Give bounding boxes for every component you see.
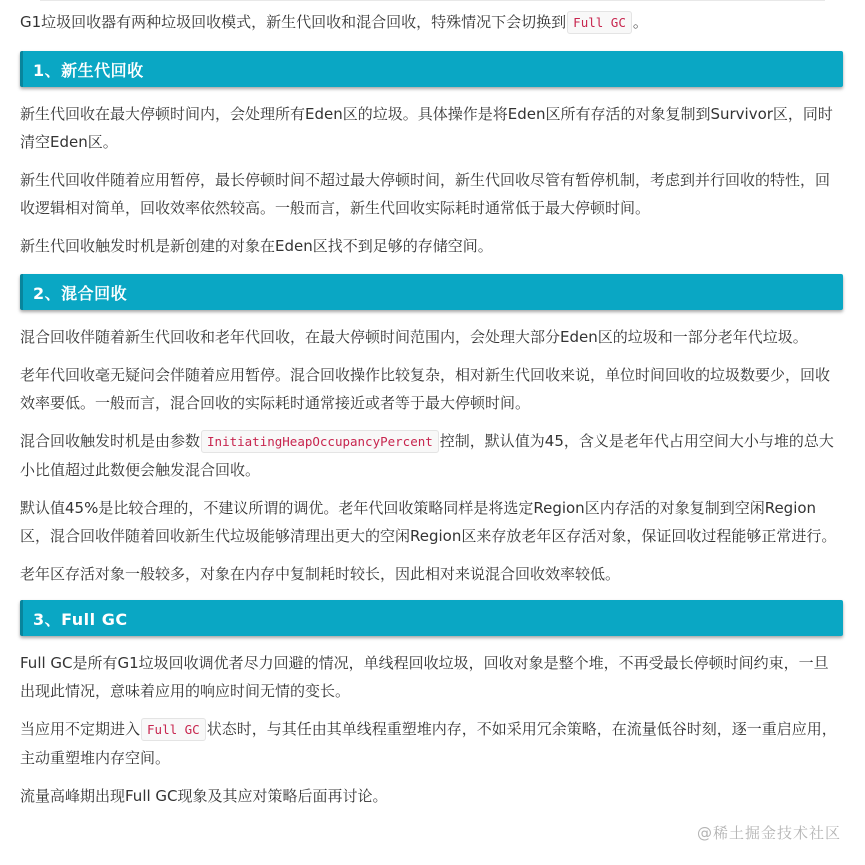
paragraph-text-after: 控制，默认值为45，含义是老年代占用空间大小与堆的总大小比值超过此数便会触发混合回收。 [20,432,834,479]
paragraph: Full GC是所有G1垃圾回收调优者尽力回避的情况，单线程回收垃圾，回收对象是整个堆，不再受最长停顿时间约束，一旦出现此情况，意味着应用的响应时间无情的变长。 [20,654,829,700]
inline-code-full-gc: Full GC [141,718,206,741]
paragraph-with-code [20,715,843,772]
section-title-mixed-gc: 2、混合回收 [33,283,128,303]
paragraph: 新生代回收伴随着应用暂停，最长停顿时间不超过最大停顿时间，新生代回收尽管有暂停机制，考虑到并行回收的特性，回收逻辑相对简单，回收效率依然较高。一般而言，新生代回收实际耗时通常低于最大停顿时间。 [20,171,831,217]
paragraph: 老年区存活对象一般较多，对象在内存中复制耗时较长，因此相对来说混合回收效率较低。 [20,565,621,583]
paragraph-text-before: 当应用不定期进入 [20,720,141,738]
paragraph: 流量高峰期出现Full GC现象及其应对策略后面再讨论。 [20,787,388,805]
intro-text-before: G1垃圾回收器有两种垃圾回收模式，新生代回收和混合回收，特殊情况下会切换到 [20,13,567,31]
section-heading-mixed-gc [20,274,843,310]
article-content [20,8,843,820]
inline-code-ihop: InitiatingHeapOccupancyPercent [201,430,439,453]
watermark: @稀土掘金技术社区 [696,824,841,842]
section-heading-young-gc [20,51,843,87]
section-title-young-gc: 1、新生代回收 [33,60,144,80]
section-title-full-gc: 3、Full GC [33,609,128,629]
inline-code-full-gc: Full GC [567,11,632,34]
paragraph: 默认值45%是比较合理的，不建议所谓的调优。老年代回收策略同样是将选定Region区内存活的对象复制到空闲Region区，混合回收伴随着回收新生代垃圾能够清理出更大的空闲Region区来存放老年区存活对象，保证回收过程能够正常进行。 [20,499,837,545]
paragraph-text-after: 状态时，与其任由其单线程重塑堆内存，不如采用冗余策略，在流量低谷时刻，逐一重启应用，主动重塑堆内存空间。 [20,720,837,767]
paragraph-with-code [20,427,843,484]
paragraph: 新生代回收在最大停顿时间内，会处理所有Eden区的垃圾。具体操作是将Eden区所有存活的对象复制到Survivor区，同时清空Eden区。 [20,105,833,151]
paragraph: 混合回收伴随着新生代回收和老年代回收，在最大停顿时间范围内，会处理大部分Eden区的垃圾和一部分老年代垃圾。 [20,328,808,346]
section-heading-full-gc [20,600,843,636]
intro-paragraph [20,8,843,37]
paragraph-text-before: 混合回收触发时机是由参数 [20,432,201,450]
paragraph: 老年代回收毫无疑问会伴随着应用暂停。混合回收操作比较复杂，相对新生代回收来说，单位时间回收的垃圾数要少，回收效率要低。一般而言，混合回收的实际耗时通常接近或者等于最大停顿时间。 [20,366,831,412]
intro-text-after: 。 [632,13,648,31]
paragraph: 新生代回收触发时机是新创建的对象在Eden区找不到足够的存储空间。 [20,237,493,255]
top-divider [40,0,825,1]
